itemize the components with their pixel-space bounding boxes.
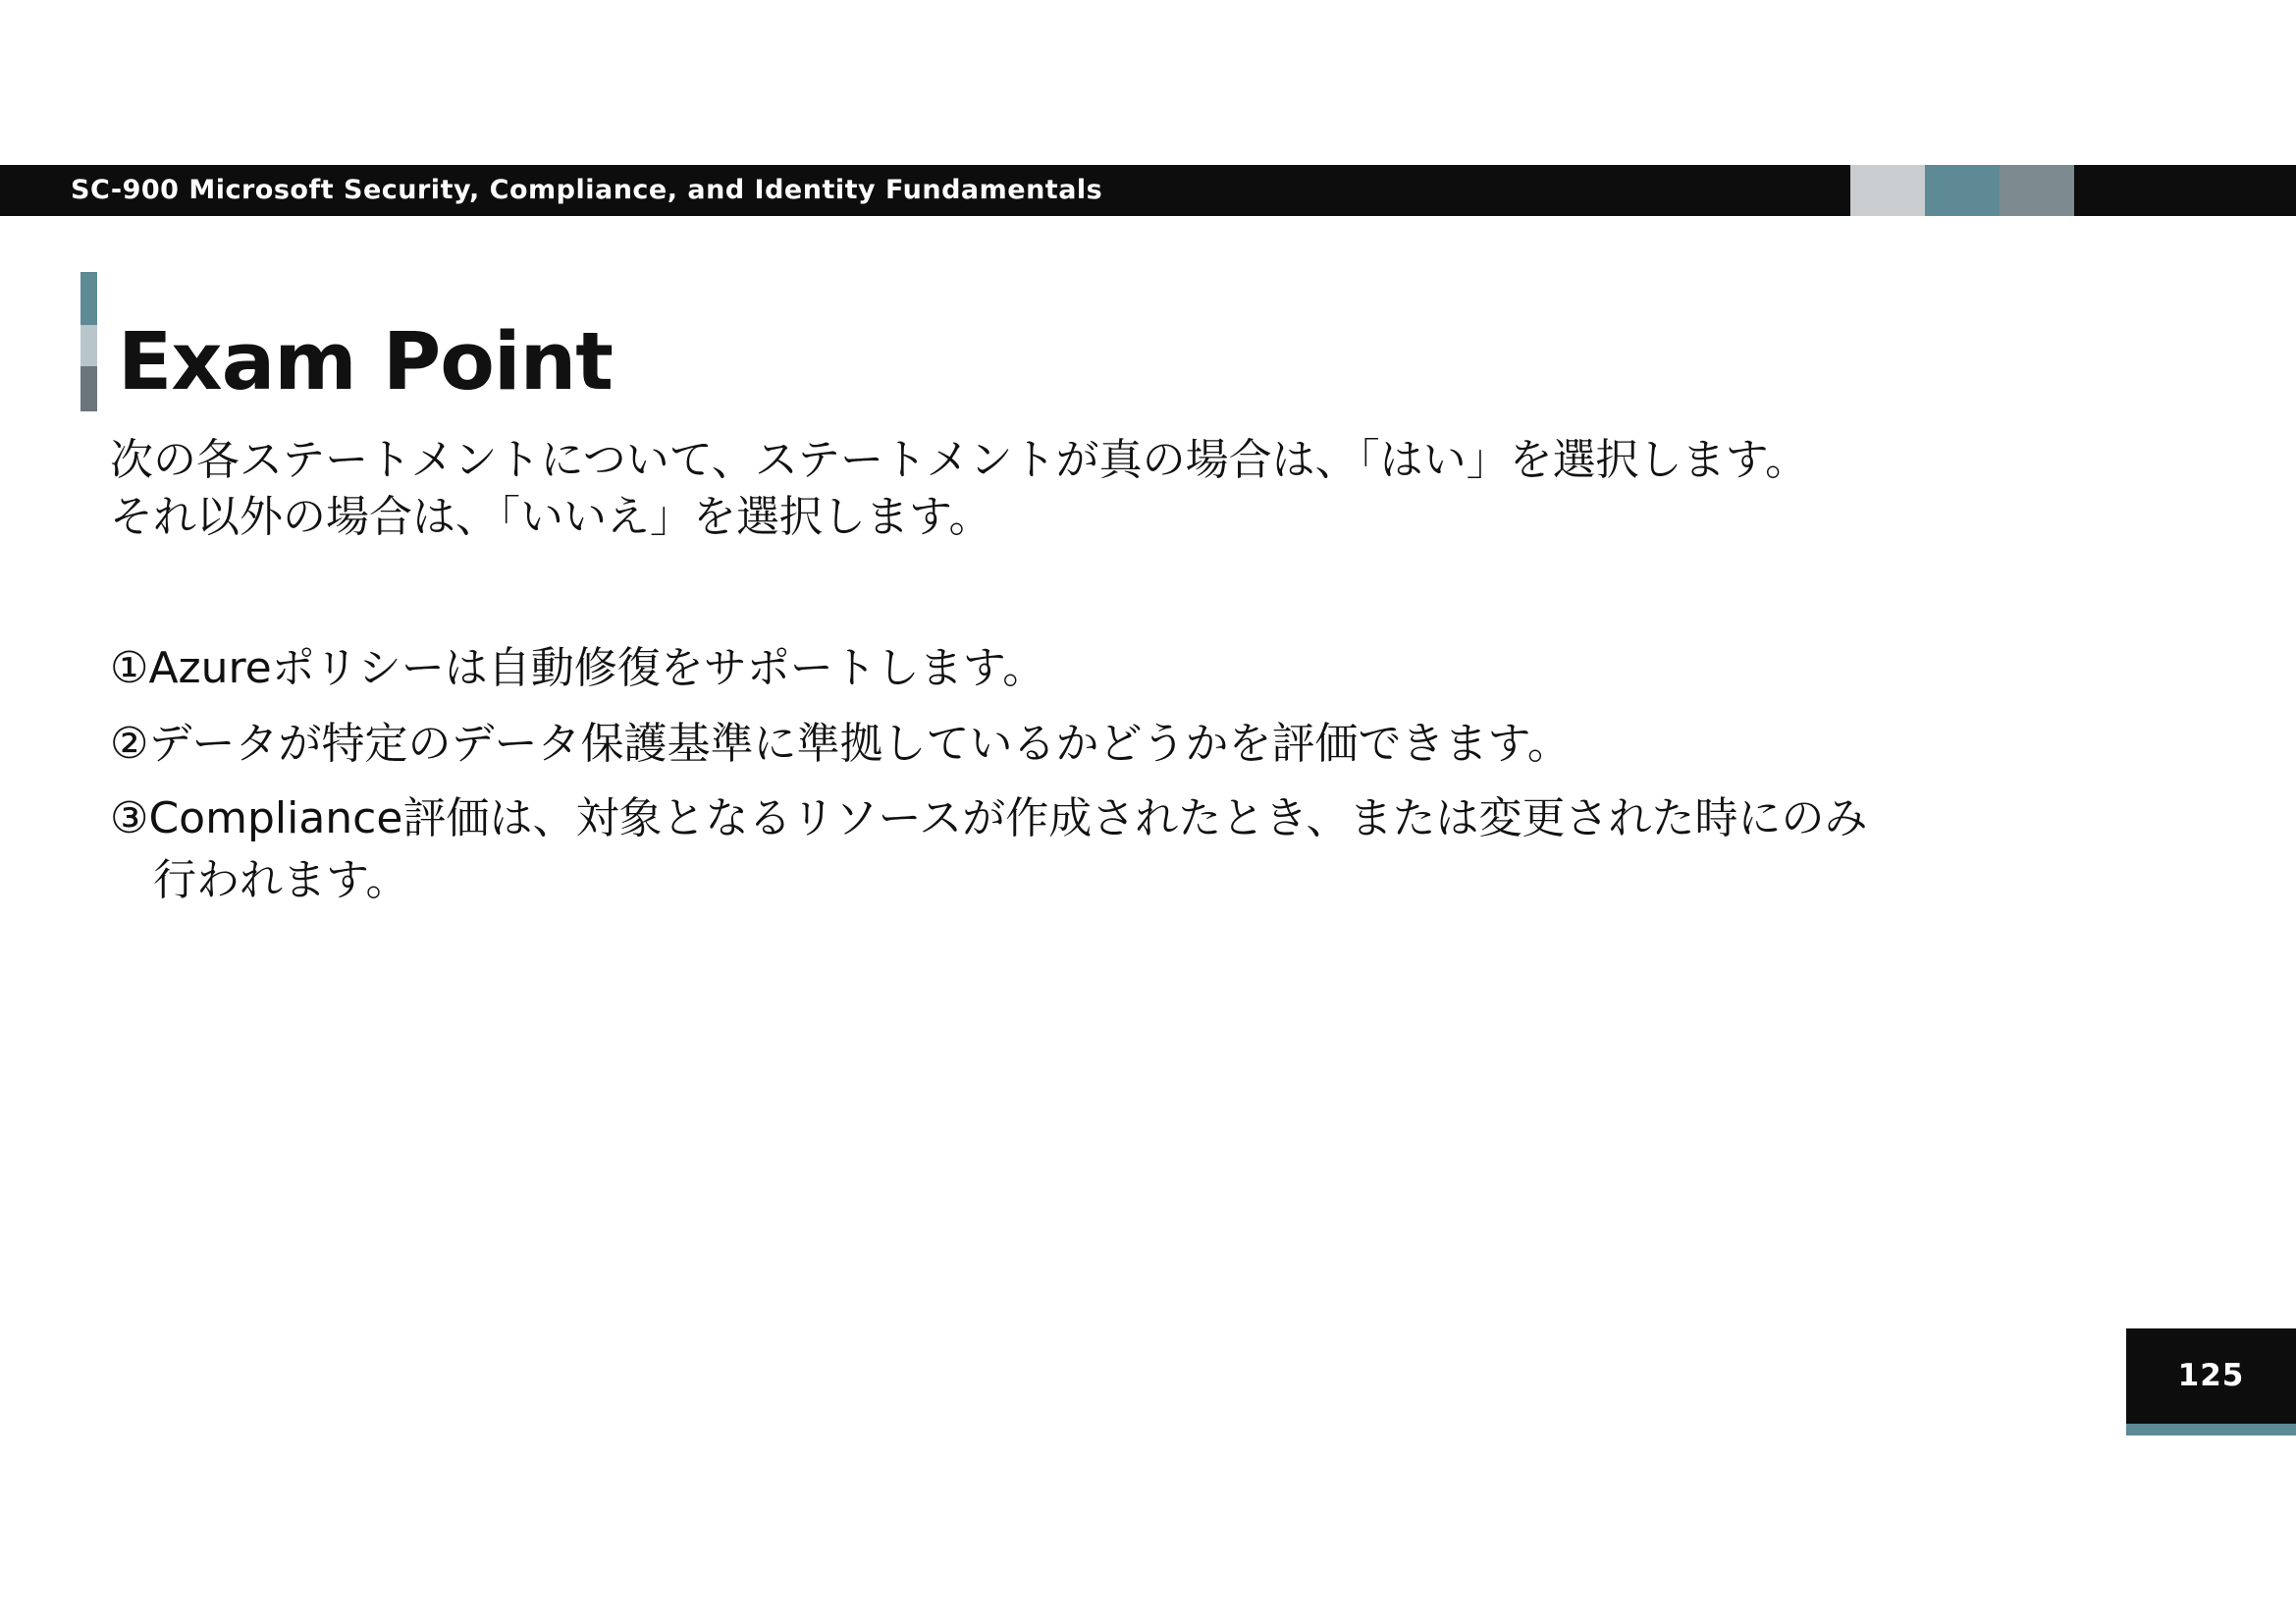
lead-line-1: 次の各ステートメントについて、ステートメントが真の場合は、「はい」を選択します。 [110,435,1809,485]
statement-1-text: ①Azureポリシーは自動修復をサポートします。 [110,643,1046,694]
statement-3-continuation: 行われます。 [153,854,409,905]
page-number-underline [2126,1424,2296,1435]
spacer [110,546,2201,638]
slide-body [110,432,2201,925]
statement-2-text: ②データが特定のデータ保護基準に準拠しているかどうかを評価できます。 [110,718,1571,769]
list-item [110,714,2201,775]
course-title: SC-900 Microsoft Security, Compliance, and Identity Fundamentals [71,175,1103,205]
statement-3-text: ③Compliance評価は、対象となるリソースが作成されたとき、または変更された時にのみ [110,793,1868,844]
header-swatch-dark [2074,165,2296,216]
list-item [110,638,2201,699]
title-accent-bar-top [80,272,97,325]
title-accent-bar-middle [80,325,97,366]
page-title: Exam Point [118,316,614,409]
header-swatch-teal [1925,165,2000,216]
header-swatch-light [1850,165,1925,216]
title-accent-bar-bottom [80,366,97,411]
lead-line-2: それ以外の場合は、「いいえ」を選択します。 [110,492,992,543]
list-item [110,788,2201,911]
header-swatch-gray [2000,165,2074,216]
page-number: 125 [2177,1358,2245,1393]
